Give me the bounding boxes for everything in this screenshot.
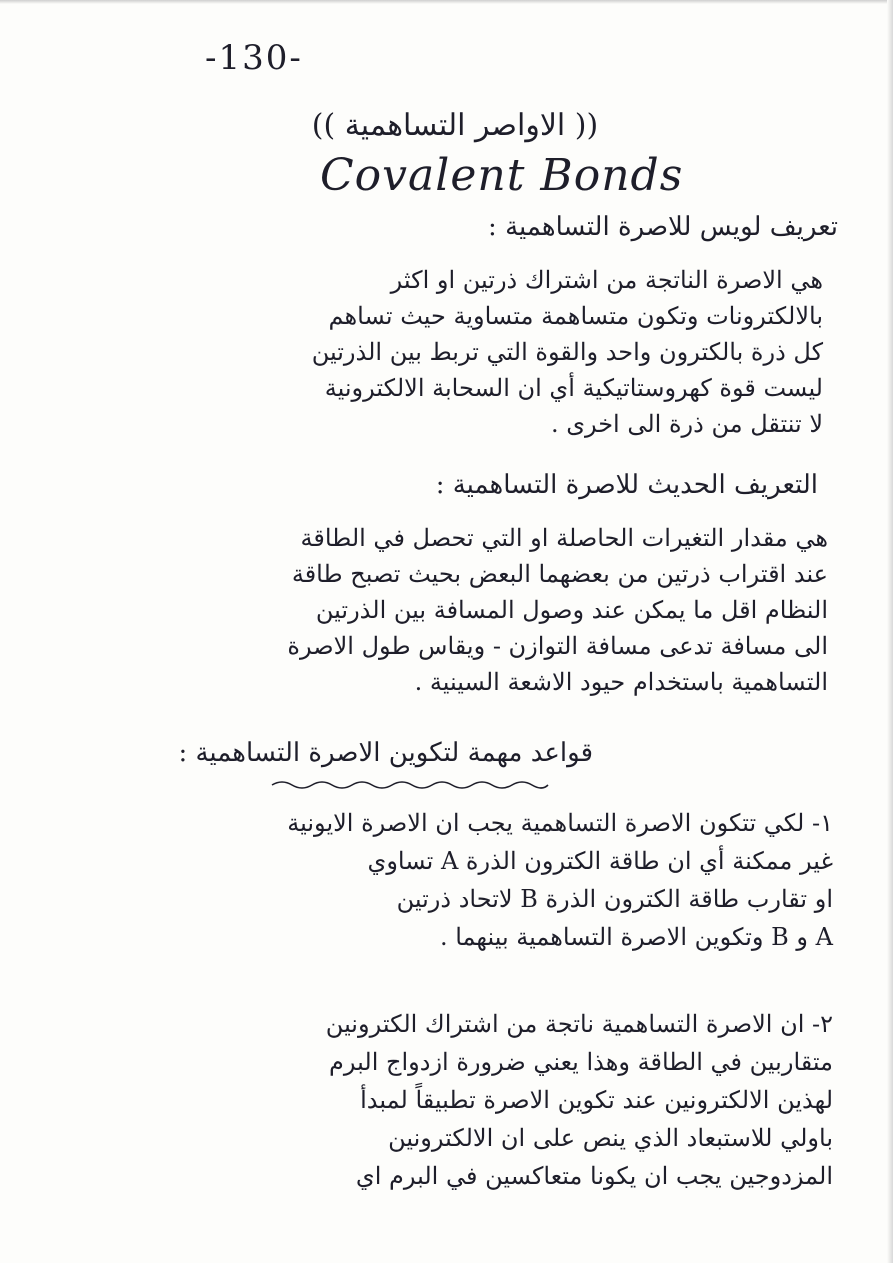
rule-line: غير ممكنة أي ان طاقة الكترون الذرة A تساوي [367, 847, 833, 875]
rule-item-2 [53, 1005, 833, 1195]
heading-wavy-underline [270, 778, 550, 792]
rule-line: متقاربين في الطاقة وهذا يعني ضرورة ازدواج البرم [329, 1048, 833, 1076]
lewis-line: ليست قوة كهروستاتيكية أي ان السحابة الالكترونية [324, 374, 823, 402]
modern-definition-paragraph [58, 520, 828, 700]
rule-line: A و B وتكوين الاصرة التساهمية بينهما . [439, 923, 833, 951]
rules-heading: قواعد مهمة لتكوين الاصرة التساهمية : [178, 738, 593, 768]
modern-line: التساهمية باستخدام حيود الاشعة السينية . [414, 668, 828, 696]
rule-line: ٢- ان الاصرة التساهمية ناتجة من اشتراك الكترونين [325, 1010, 833, 1038]
rule-line: لهذين الالكترونين عند تكوين الاصرة تطبيقاً لمبدأ [360, 1086, 833, 1114]
lewis-line: كل ذرة بالكترون واحد والقوة التي تربط بين الذرتين [311, 338, 823, 366]
rule-line: المزدوجين يجب ان يكونا متعاكسين في البرم اي [355, 1162, 833, 1190]
rule-line: باولي للاستبعاد الذي ينص على ان الالكترونين [388, 1124, 833, 1152]
modern-definition-heading: التعريف الحديث للاصرة التساهمية : [435, 470, 818, 500]
lewis-definition-heading: تعريف لويس للاصرة التساهمية : [488, 212, 838, 242]
scan-edge-right [887, 0, 893, 1263]
page-number: -130- [205, 38, 303, 78]
lewis-line: هي الاصرة الناتجة من اشتراك ذرتين او اكثر [390, 266, 823, 294]
modern-line: الى مسافة تدعى مسافة التوازن - ويقاس طول الاصرة [287, 632, 828, 660]
lewis-line: بالالكترونات وتكون متساهمة متساوية حيث تساهم [328, 302, 823, 330]
scan-edge-top [0, 0, 893, 4]
lewis-line: لا تنتقل من ذرة الى اخرى . [550, 410, 823, 438]
title-arabic: (( الاواصر التساهمية )) [311, 108, 599, 143]
rule-line: او تقارب طاقة الكترون الذرة B لاتحاد ذرتين [396, 885, 833, 913]
title-english: Covalent Bonds [320, 150, 684, 201]
rule-line: ١- لكي تتكون الاصرة التساهمية يجب ان الاصرة الايونية [287, 809, 833, 837]
modern-line: هي مقدار التغيرات الحاصلة او التي تحصل في الطاقة [300, 524, 828, 552]
modern-line: عند اقتراب ذرتين من بعضهما البعض بحيث تصبح طاقة [291, 560, 828, 588]
lewis-definition-paragraph [63, 262, 823, 442]
rule-item-1 [53, 804, 833, 956]
modern-line: النظام اقل ما يمكن عند وصول المسافة بين الذرتين [315, 596, 828, 624]
